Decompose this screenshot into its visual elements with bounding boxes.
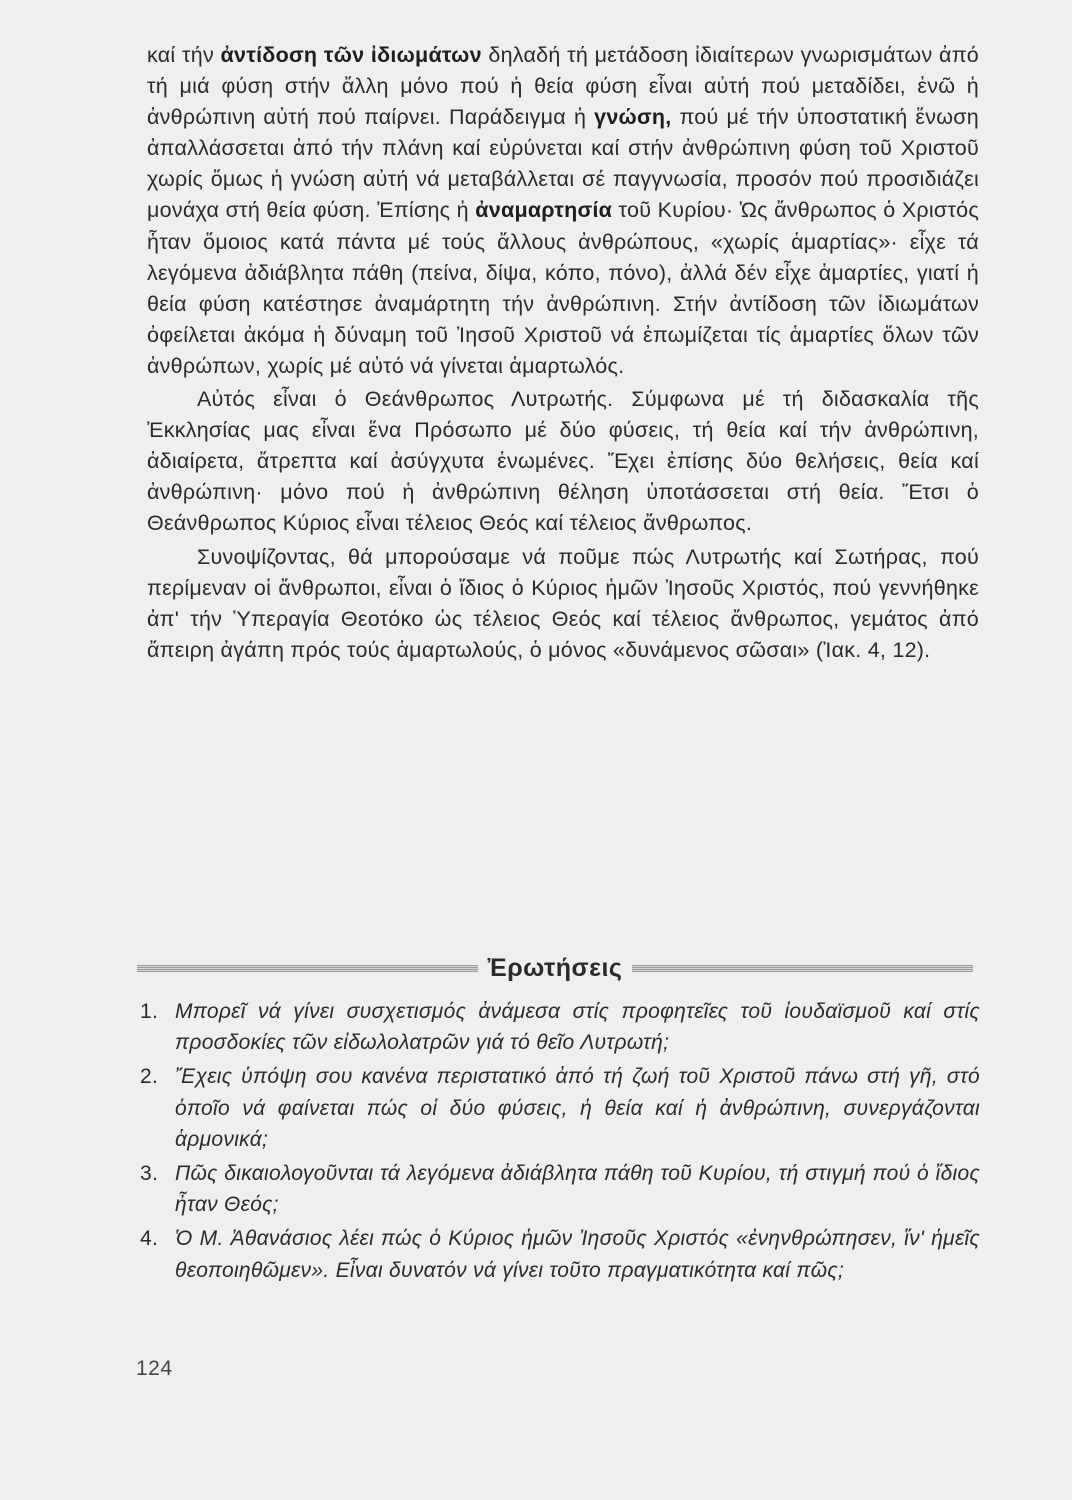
question-text: Ὁ Μ. Ἀθανάσιος λέει πώς ὁ Κύριος ἡμῶν Ἰησοῦς Χριστός «ἐνηνθρώπησεν, ἵν' ἡμεῖς θεοποιηθῶμεν». Εἶναι δυνατόν νά γίνει τοῦτο πραγματικότητα καί πῶς; <box>175 1227 980 1282</box>
question-number: 3. <box>140 1162 159 1186</box>
bold-term: ἀναμαρτησία <box>475 198 613 223</box>
paragraph-3: Συνοψίζοντας, θά μπορούσαμε νά ποῦμε πώς Λυτρωτής καί Σωτήρας, πού περίμεναν οἱ ἄνθρωποι, εἶναι ὁ ἴδιος ὁ Κύριος ἡμῶν Ἰησοῦς Χριστός, πού γεννήθηκε ἀπ' τήν Ὑπεραγία Θεοτόκο ὡς τέλειος Θεός καί τέλειος ἄνθρωπος, γεμάτος ἀπό ἄπειρη ἀγάπη πρός τούς ἁμαρτωλούς, ὁ μόνος «δυνάμενος σῶσαι» (Ἰακ. 4, 12). <box>147 544 979 662</box>
question-item <box>140 1158 980 1220</box>
question-text: Ἔχεις ὑπόψη σου κανένα περιστατικό ἀπό τή ζωή τοῦ Χριστοῦ πάνω στή γῆ, στό ὁποῖο νά φαίνεται πώς οἱ δύο φύσεις, ἡ θεία καί ἡ ἀνθρώπινη, συνεργάζονται ἁρμονικά; <box>175 1065 980 1151</box>
text-span: δηλαδή τή μετάδοση ἰδιαίτερων γνωρισμάτων ἀπό τή μιά φύση στήν ἄλλη μόνο πού ἡ θεία φύση εἶναι αὐτή πού μεταδίδει, ἐνῶ ἡ ἀνθρώπινη αὐτή πού παίρνει. Παράδειγμα ἡ <box>147 43 980 130</box>
bold-term: γνώση, <box>594 105 672 130</box>
text-span: πού μέ τήν ὑποστατική ἕνωση ἀπαλλάσσεται ἀπό τήν πλάνη καί εὐρύνεται καί στήν ἀνθρώπινη φύση τοῦ Χριστοῦ χωρίς ὅμως ἡ γνώση αὐτή νά μεταβάλλεται σέ παγγνωσία, προσόν πού προσιδιάζει μονάχα στή θεία φύση. Ἐπίσης ἡ <box>147 105 979 223</box>
question-text: Πῶς δικαιολογοῦνται τά λεγόμενα ἀδιάβλητα πάθη τοῦ Κυρίου, τή στιγμή πού ὁ ἴδιος ἦταν Θεός; <box>175 1162 980 1217</box>
question-item <box>140 1223 980 1285</box>
rule-left <box>137 965 478 972</box>
question-item <box>140 996 980 1058</box>
questions-list <box>140 996 980 1289</box>
paragraph-2: Αὐτός εἶναι ὁ Θεάνθρωπος Λυτρωτής. Σύμφωνα μέ τή διδασκαλία τῆς Ἐκκλησίας μας εἶναι ἕνα Πρόσωπο μέ δύο φύσεις, τή θεία καί τήν ἀνθρώπινη, ἀδιαίρετα, ἄτρεπτα καί ἀσύγχυτα ἑνωμένες. Ἔχει ἐπίσης δύο θελήσεις, θεία καί ἀνθρώπινη· μόνο πού ἡ ἀνθρώπινη θέληση ὑποτάσσεται στή θεία. Ἔτσι ὁ Θεάνθρωπος Κύριος εἶναι τέλειος Θεός καί τέλειος ἄνθρωπος. <box>147 387 979 536</box>
page-number: 124 <box>136 1357 173 1380</box>
question-number: 4. <box>140 1227 159 1251</box>
question-number: 2. <box>140 1065 159 1089</box>
question-text: Μπορεῖ νά γίνει συσχετισμός ἀνάμεσα στίς προφητεῖες τοῦ ἰουδαϊσμοῦ καί στίς προσδοκίες τῶν εἰδωλολατρῶν γιά τό θεῖο Λυτρωτή; <box>175 1000 980 1055</box>
paragraph-1 <box>147 40 979 382</box>
section-header <box>137 950 973 986</box>
rule-right <box>632 965 973 972</box>
body-text <box>147 40 979 666</box>
bold-term: ἀντίδοση τῶν ἰδιωμάτων <box>220 43 482 67</box>
text-span: καί τήν <box>147 43 221 67</box>
question-number: 1. <box>140 1000 159 1023</box>
text-span: τοῦ Κυρίου· Ὡς ἄνθρωπος ὁ Χριστός ἦταν ὅμοιος κατά πάντα μέ τούς ἄλλους ἀνθρώπους, «χωρίς ἁμαρτίας»· εἶχε τά λεγόμενα ἀδιάβλητα πάθη (πείνα, δίψα, κόπο, πόνο), ἀλλά δέν εἶχε ἁμαρτίες, γιατί ἡ θεία φύση κατέστησε ἀναμάρτητη τήν ἀνθρώπινη. Στήν ἀντίδοση τῶν ἰδιωμάτων ὀφείλεται ἀκόμα ἡ δύναμη τοῦ Ἰησοῦ Χριστοῦ νά ἐπωμίζεται τίς ἁμαρτίες ὅλων τῶν ἀνθρώπων, χωρίς μέ αὐτό νά γίνεται ἁμαρτωλός. <box>147 198 980 378</box>
question-item <box>140 1061 980 1155</box>
section-title: Ἐρωτήσεις <box>487 953 623 982</box>
